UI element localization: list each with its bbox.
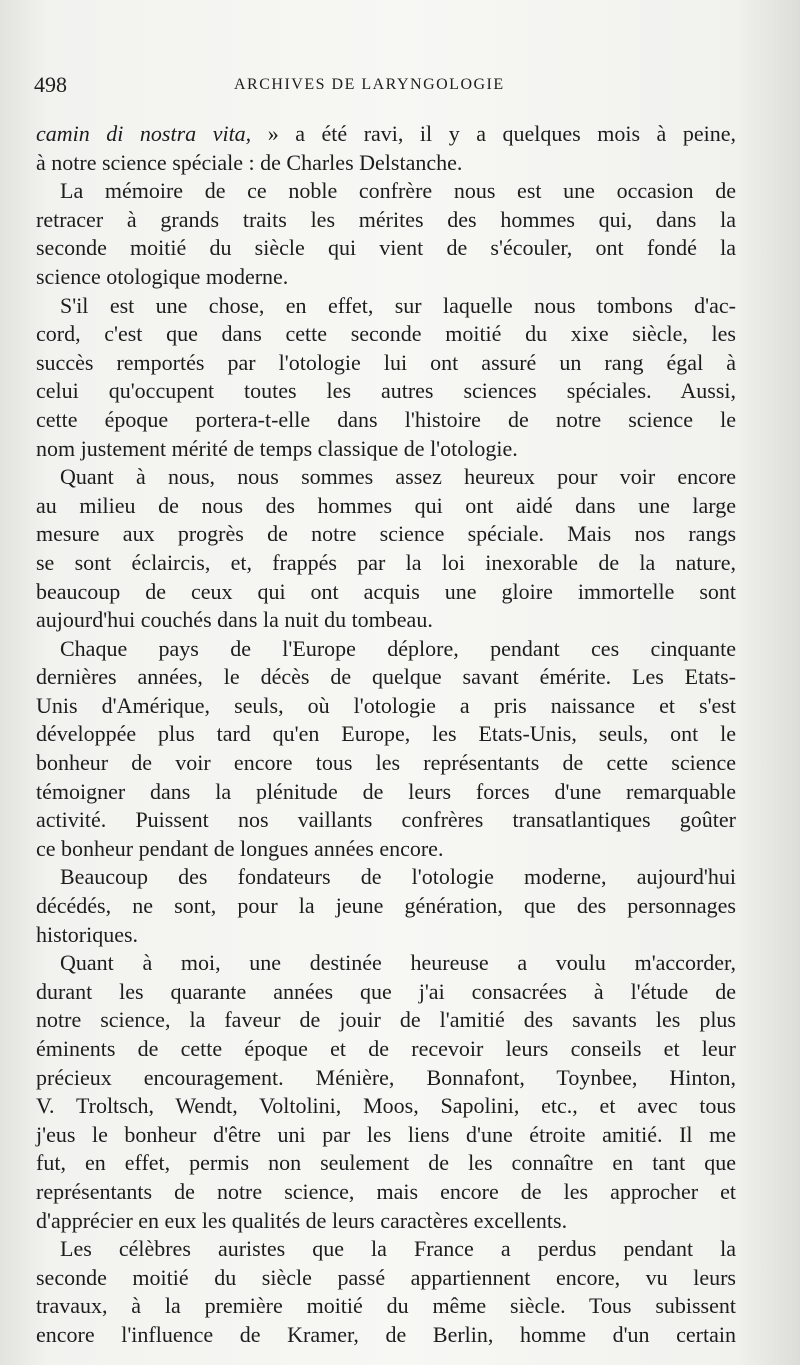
text-line: V. Troltsch, Wendt, Voltolini, Moos, Sapolini, etc., et avec tous	[36, 1093, 736, 1119]
text-line: témoigner dans la plénitude de leurs forces d'une remarquable	[36, 778, 736, 804]
text-line: Beaucoup des fondateurs de l'otologie moderne, aujourd'hui	[60, 864, 736, 890]
body-text	[36, 120, 736, 1350]
text-line: d'apprécier en eux les qualités de leurs caractères excellents.	[36, 1207, 568, 1233]
text-line: seconde moitié du siècle passé appartiennent encore, vu leurs	[36, 1264, 736, 1290]
text-line: succès remportés par l'otologie lui ont assuré un rang égal à	[36, 349, 736, 375]
running-title: ARCHIVES DE LARYNGOLOGIE	[234, 76, 505, 93]
text-line: décédés, ne sont, pour la jeune génération, que des personnages	[36, 893, 736, 919]
text-line: dernières années, le décès de quelque savant émérite. Les Etats-	[36, 664, 736, 690]
text-line: notre science, la faveur de jouir de l'amitié des savants les plus	[36, 1007, 736, 1033]
paragraph	[36, 635, 736, 864]
text-line: développée plus tard qu'en Europe, les Etats-Unis, seuls, ont le	[36, 721, 736, 747]
text-line: Chaque pays de l'Europe déplore, pendant ces cinquante	[60, 635, 736, 661]
line-text: » a été ravi, il y a quelques mois à peine,	[251, 121, 736, 146]
text-line: science otologique moderne.	[36, 263, 289, 289]
text-line: j'eus le bonheur d'être uni par les liens d'une étroite amitié. Il me	[36, 1121, 736, 1147]
text-line: nom justement mérité de temps classique de l'otologie.	[36, 435, 518, 461]
paragraph	[36, 177, 736, 291]
paragraph	[36, 1235, 736, 1349]
paragraph	[36, 292, 736, 464]
text-line: au milieu de nous des hommes qui ont aidé dans une large	[36, 492, 736, 518]
paragraph	[36, 463, 736, 635]
paragraph	[36, 949, 736, 1235]
text-line: aujourd'hui couchés dans la nuit du tombeau.	[36, 607, 433, 633]
text-line: fut, en effet, permis non seulement de les connaître en tant que	[36, 1150, 736, 1176]
page-number: 498	[34, 72, 67, 97]
text-line	[36, 120, 736, 149]
paragraph	[36, 120, 736, 177]
text-line: Les célèbres auristes que la France a perdus pendant la	[60, 1236, 736, 1262]
text-line: bonheur de voir encore tous les représentants de cette science	[36, 750, 736, 776]
text-line: activité. Puissent nos vaillants confrères transatlantiques goûter	[36, 807, 736, 833]
text-line: Unis d'Amérique, seuls, où l'otologie a pris naissance et s'est	[36, 692, 736, 718]
text-line: précieux encouragement. Ménière, Bonnafont, Toynbee, Hinton,	[36, 1064, 736, 1090]
text-line: La mémoire de ce noble confrère nous est une occasion de	[60, 178, 736, 204]
text-line: à notre science spéciale : de Charles Delstanche.	[36, 149, 463, 175]
text-line: travaux, à la première moitié du même siècle. Tous subissent	[36, 1293, 736, 1319]
text-line: celui qu'occupent toutes les autres sciences spéciales. Aussi,	[36, 378, 736, 404]
text-line: représentants de notre science, mais encore de les approcher et	[36, 1178, 736, 1204]
text-line: éminents de cette époque et de recevoir leurs conseils et leur	[36, 1036, 736, 1061]
text-line: mesure aux progrès de notre science spéciale. Mais nos rangs	[36, 521, 736, 547]
text-line: durant les quarante années que j'ai consacrées à l'étude de	[36, 978, 736, 1004]
page-header	[34, 72, 734, 100]
text-line: retracer à grands traits les mérites des hommes qui, dans la	[36, 206, 736, 232]
text-line: seconde moitié du siècle qui vient de s'écouler, ont fondé la	[36, 235, 736, 261]
paragraph	[36, 863, 736, 949]
text-line: historiques.	[36, 921, 139, 947]
text-line: S'il est une chose, en effet, sur laquelle nous tombons d'ac-	[60, 292, 736, 318]
text-line: beaucoup de ceux qui ont acquis une gloire immortelle sont	[36, 578, 736, 604]
italic-phrase: camin di nostra vita,	[36, 121, 252, 146]
text-line: cette époque portera-t-elle dans l'histoire de notre science le	[36, 406, 736, 432]
text-line: se sont éclaircis, et, frappés par la loi inexorable de la nature,	[36, 549, 736, 575]
text-line: encore l'influence de Kramer, de Berlin, homme d'un certain	[36, 1321, 736, 1347]
text-line: cord, c'est que dans cette seconde moitié du xixe siècle, les	[36, 321, 736, 347]
text-line: ce bonheur pendant de longues années encore.	[36, 835, 444, 861]
text-line: Quant à nous, nous sommes assez heureux pour voir encore	[60, 464, 736, 490]
text-line: Quant à moi, une destinée heureuse a voulu m'accorder,	[60, 950, 736, 976]
